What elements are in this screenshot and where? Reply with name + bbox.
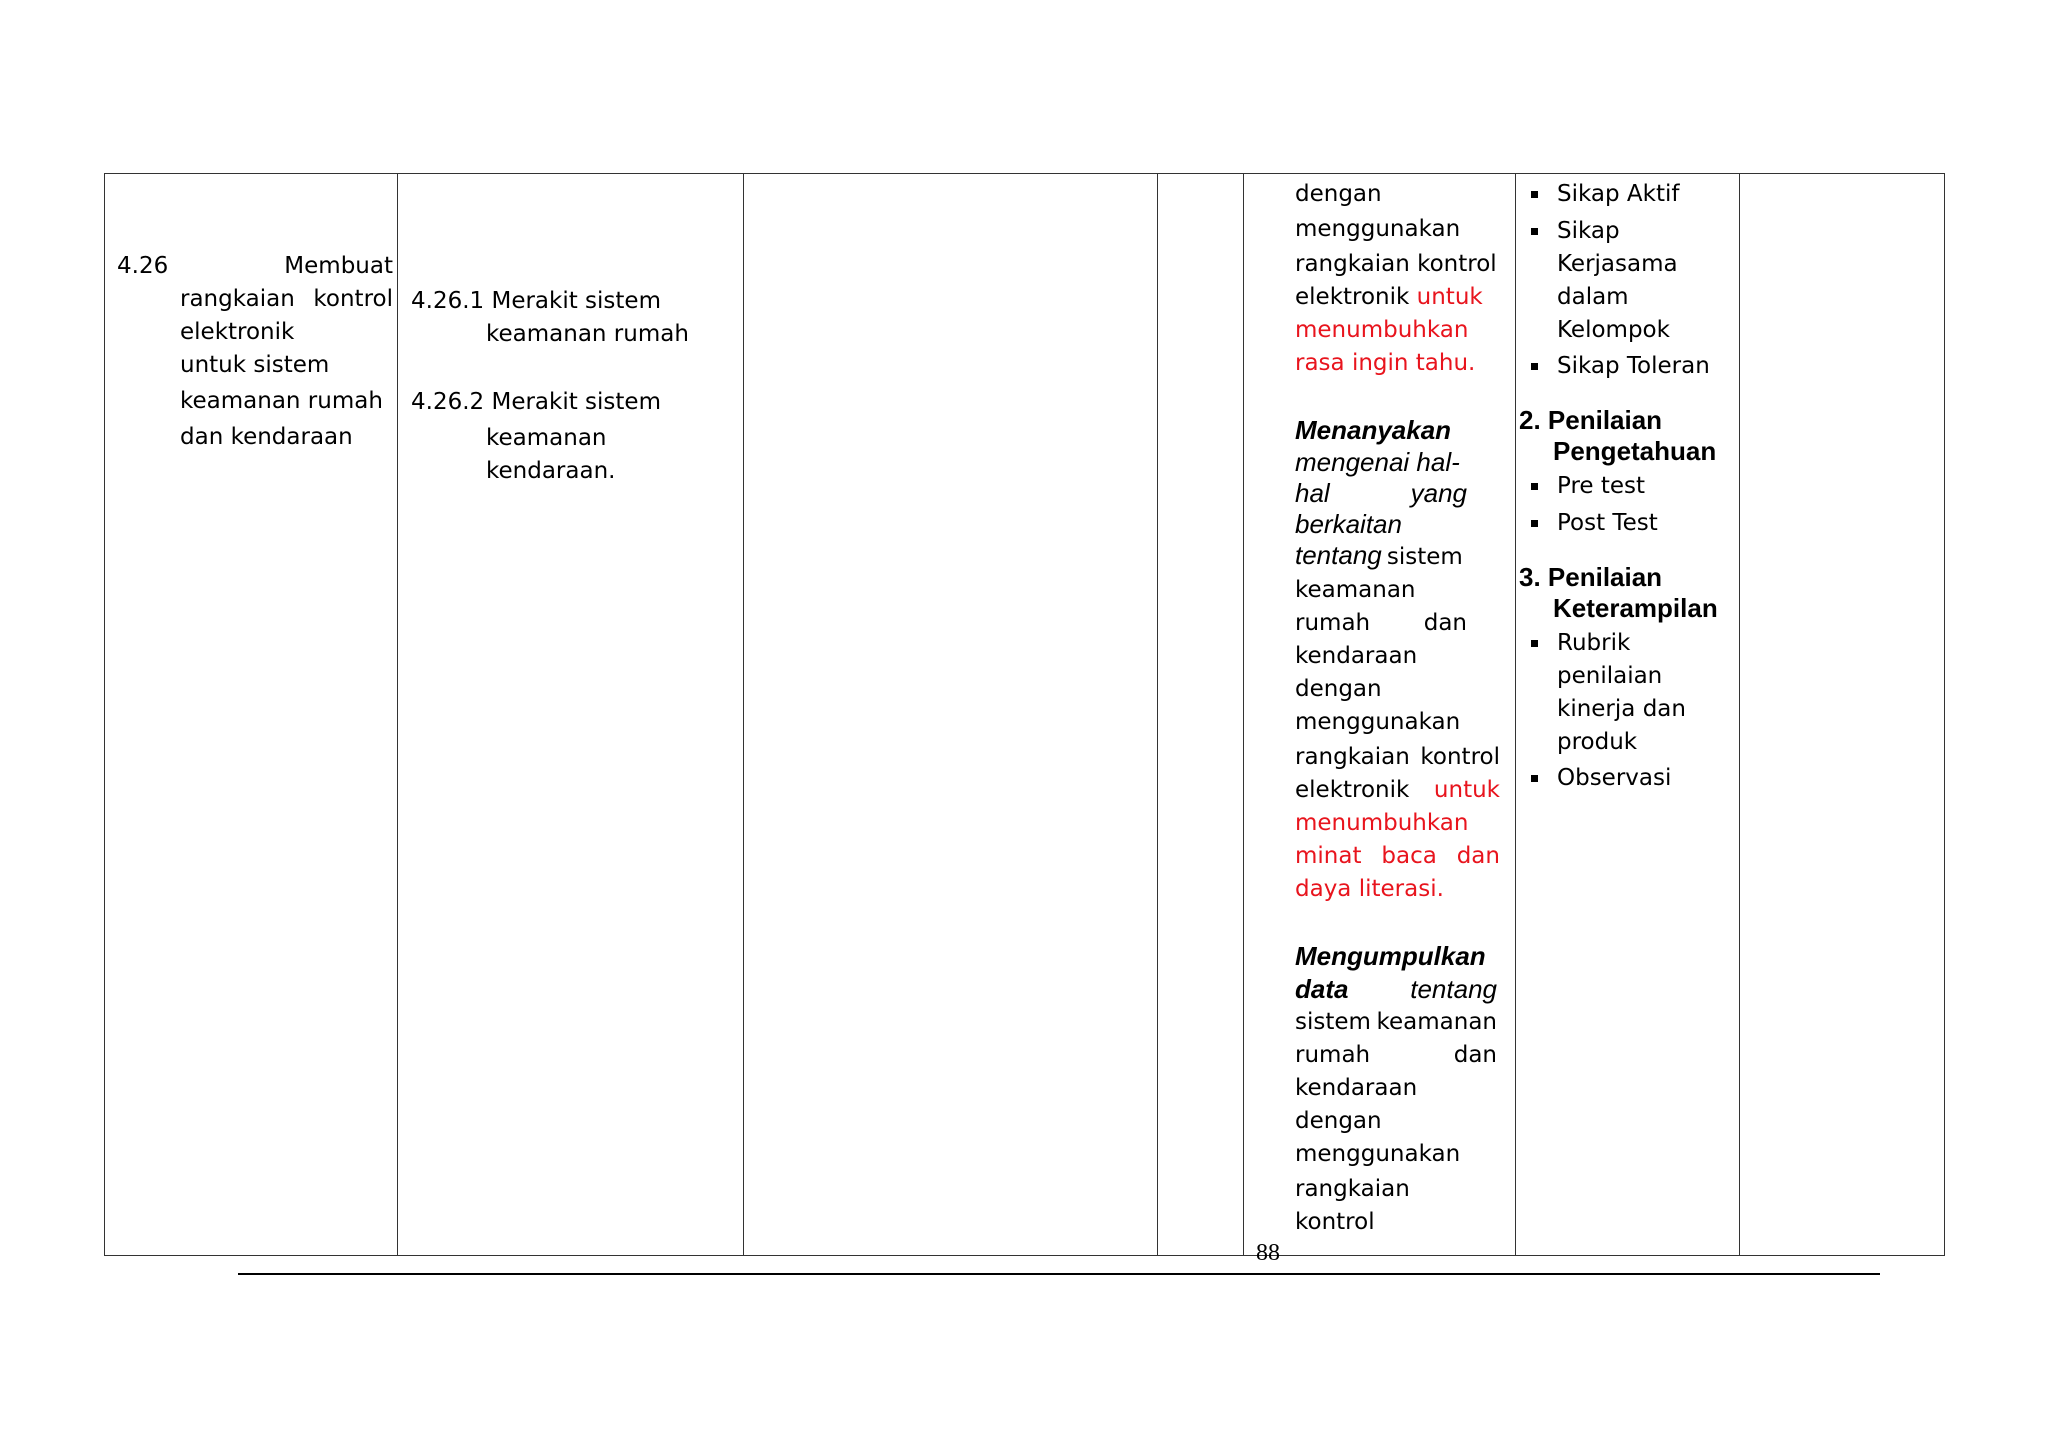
activity-text: elektronik	[1295, 284, 1410, 310]
competency-text: dan kendaraan	[180, 424, 353, 450]
activity-text: menggunakan	[1295, 709, 1461, 735]
activity-text: dan	[1453, 1042, 1497, 1068]
activity-heading: Menanyakan	[1295, 415, 1452, 445]
indicator-number: 4.26.2	[411, 389, 485, 415]
assessment-section-title: 2. Penilaian Pengetahuan	[1519, 405, 1717, 466]
activity-text: tentang	[1295, 540, 1382, 570]
activity-text: tentang	[1410, 974, 1497, 1004]
assessment-item: Post Test	[1519, 507, 1737, 540]
competency-cell	[117, 174, 393, 1255]
indicator-cell	[411, 174, 739, 1255]
competency-text: elektronik	[180, 319, 295, 345]
activity-text: rumah	[1295, 1042, 1371, 1068]
footer-rule	[238, 1273, 1880, 1275]
activity-text: menggunakan	[1295, 1141, 1461, 1167]
competency-text: untuk sistem	[180, 352, 330, 378]
activity-cell	[1295, 174, 1500, 1255]
activity-text: sistem	[1386, 544, 1463, 570]
activity-text: menggunakan	[1295, 216, 1461, 242]
competency-text: Membuat	[284, 253, 393, 279]
indicator-text: Merakit sistem	[491, 288, 661, 314]
activity-text: dengan	[1295, 181, 1382, 207]
assessment-item: Rubrik penilaian kinerja dan produk	[1519, 627, 1737, 759]
activity-text: kontrol	[1420, 744, 1500, 770]
activity-highlight: baca	[1381, 843, 1437, 869]
activity-text: mengenai hal-	[1295, 447, 1460, 477]
activity-text: yang	[1410, 478, 1467, 508]
assessment-item: Observasi	[1519, 762, 1737, 795]
bullet-icon	[1531, 191, 1538, 198]
activity-text: elektronik	[1295, 777, 1410, 803]
bullet-icon	[1531, 363, 1538, 370]
column-divider	[743, 174, 744, 1255]
column-divider	[397, 174, 398, 1255]
activity-highlight: menumbuhkan	[1295, 810, 1469, 836]
indicator-text: keamanan rumah	[486, 321, 689, 347]
activity-heading: Mengumpulkan	[1295, 941, 1486, 971]
activity-text: rangkaian	[1295, 1176, 1410, 1202]
indicator-text: Merakit sistem	[491, 389, 661, 415]
activity-highlight: rasa ingin tahu.	[1295, 350, 1476, 376]
bullet-icon	[1531, 228, 1538, 235]
column-divider	[1515, 174, 1516, 1255]
activity-text: dan	[1423, 610, 1467, 636]
indicator-number: 4.26.1	[411, 288, 485, 314]
activity-highlight: untuk	[1416, 284, 1483, 310]
activity-highlight: daya literasi.	[1295, 876, 1444, 902]
activity-text: sistem	[1295, 1009, 1371, 1035]
competency-text: kontrol	[313, 286, 393, 312]
page-number: 88	[1256, 1240, 1280, 1266]
activity-text: kendaraan	[1295, 643, 1418, 669]
competency-number: 4.26	[117, 253, 169, 279]
activity-text: berkaitan	[1295, 509, 1402, 539]
activity-heading: data	[1295, 974, 1349, 1004]
assessment-item: Sikap Kerjasama dalam Kelompok	[1519, 215, 1737, 347]
activity-text: keamanan	[1376, 1009, 1497, 1035]
activity-text: kendaraan	[1295, 1075, 1418, 1101]
activity-text: dengan	[1295, 1108, 1382, 1134]
column-divider	[1243, 174, 1244, 1255]
activity-highlight: untuk	[1433, 777, 1500, 803]
assessment-item: Pre test	[1519, 470, 1737, 503]
activity-text: rumah	[1295, 610, 1371, 636]
bullet-icon	[1531, 520, 1538, 527]
activity-text: rangkaian kontrol	[1295, 251, 1497, 277]
activity-highlight: dan	[1456, 843, 1500, 869]
bullet-icon	[1531, 640, 1538, 647]
syllabus-table	[104, 173, 1945, 1256]
activity-text: keamanan	[1295, 577, 1416, 603]
activity-text: rangkaian	[1295, 744, 1410, 770]
assessment-section-title: 3. Penilaian Keterampilan	[1519, 562, 1718, 623]
bullet-icon	[1531, 775, 1538, 782]
competency-text: keamanan rumah	[180, 388, 383, 414]
column-divider	[1157, 174, 1158, 1255]
column-divider	[1739, 174, 1740, 1255]
activity-text: dengan	[1295, 676, 1382, 702]
competency-text: rangkaian	[180, 286, 295, 312]
assessment-item: Sikap Toleran	[1519, 350, 1737, 383]
activity-text: hal	[1295, 478, 1330, 508]
assessment-item: Sikap Aktif	[1519, 178, 1737, 211]
activity-highlight: minat	[1295, 843, 1362, 869]
indicator-text: keamanan kendaraan.	[486, 425, 616, 484]
activity-text: kontrol	[1295, 1209, 1375, 1235]
bullet-icon	[1531, 483, 1538, 490]
assessment-cell	[1519, 174, 1737, 1255]
activity-highlight: menumbuhkan	[1295, 317, 1469, 343]
